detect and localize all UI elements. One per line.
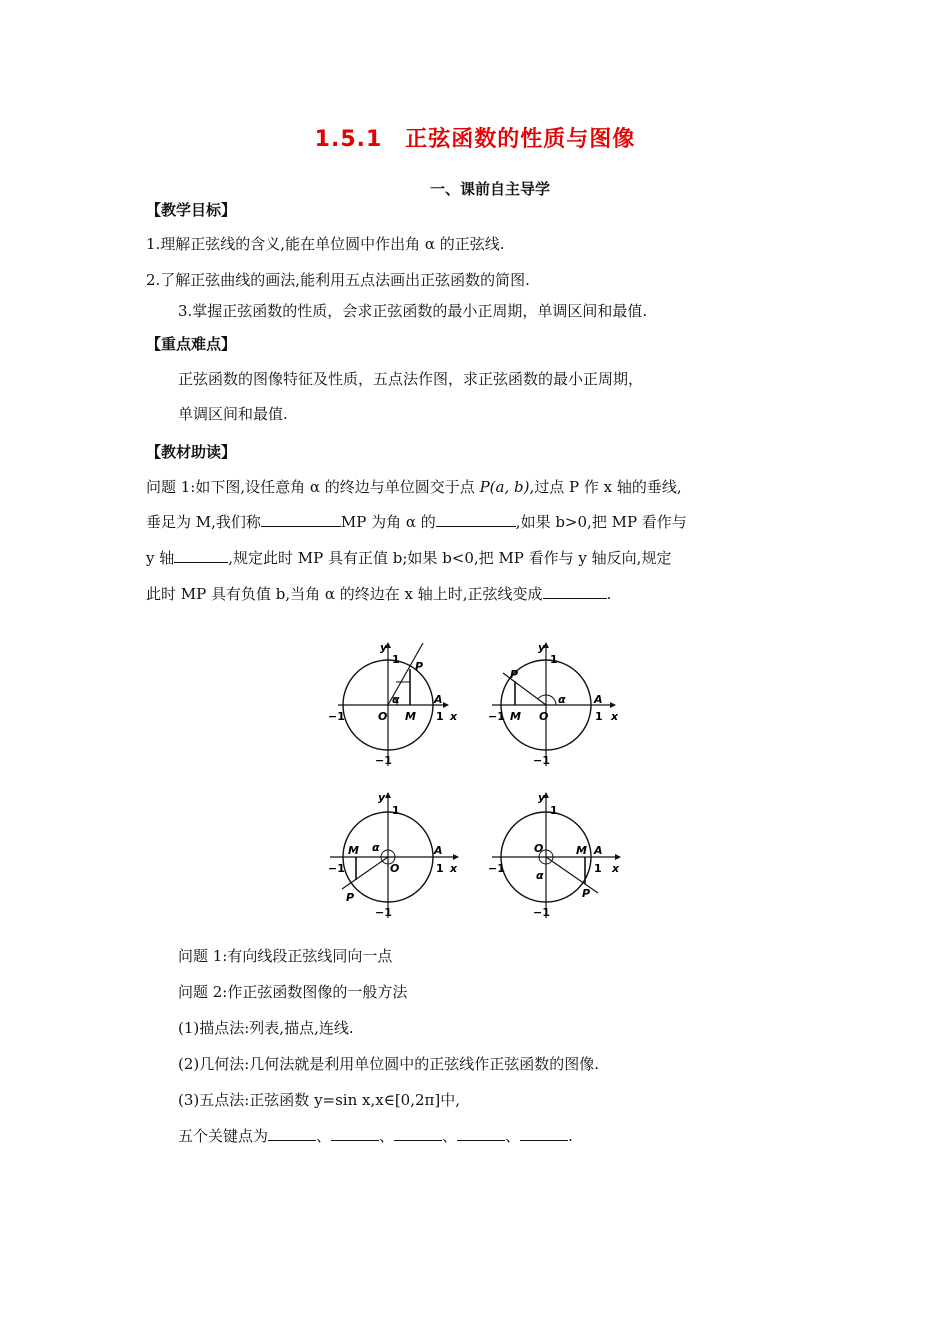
label-A: A (434, 844, 443, 857)
question-2: 问题 2:作正弦函数图像的一般方法 (178, 983, 408, 1001)
label-M: M (510, 710, 521, 723)
angle-arc (538, 695, 556, 705)
q1-l2-b: MP 为角 α 的 (340, 513, 436, 531)
q1-text-c: ,过点 P 作 x 轴的垂线, (529, 478, 682, 496)
goal-1: 1.理解正弦线的含义,能在单位圆中作出角 α 的正弦线. (146, 235, 505, 253)
reading-heading: 【教材助读】 (146, 443, 237, 461)
label-y: y (538, 791, 546, 804)
fill-blank[interactable] (457, 1126, 505, 1141)
fill-blank[interactable] (261, 512, 341, 527)
label-one: 1 (392, 653, 400, 666)
label-P: P (510, 668, 519, 681)
label-one-x: 1 (436, 862, 444, 875)
method-2: (2)几何法:几何法就是利用单位圆中的正弦线作正弦函数的图像. (178, 1055, 600, 1073)
separator: 、 (442, 1127, 458, 1145)
goal-3: 3.掌握正弦函数的性质，会求正弦函数的最小正周期，单调区间和最值. (178, 302, 648, 320)
label-x: x (611, 710, 619, 723)
label-x: x (450, 862, 458, 875)
label-x: x (612, 862, 620, 875)
label-neg-one: −1 (328, 710, 345, 723)
label-one-x: 1 (594, 862, 602, 875)
label-one-x: 1 (436, 710, 444, 723)
q1-l3-b: ,规定此时 MP 具有正值 b;如果 b<0,把 MP 看作与 y 轴反向,规定 (228, 549, 672, 567)
label-neg-one: −1 (488, 710, 505, 723)
doc-title: 1.5.1 正弦函数的性质与图像 (314, 127, 636, 152)
label-O: O (534, 842, 544, 855)
key-1: 正弦函数的图像特征及性质，五点法作图，求正弦函数的最小正周期， (178, 370, 644, 388)
figure-quadrant-3 (328, 791, 458, 919)
label-O: O (378, 710, 388, 723)
q1-l4-a: 此时 MP 具有负值 b,当角 α 的终边在 x 轴上时,正弦线变成 (146, 585, 543, 603)
key-heading: 【重点难点】 (146, 335, 237, 353)
label-y: y (380, 641, 388, 654)
answer-1: 问题 1:有向线段正弦线同向一点 (178, 947, 393, 965)
fill-blank[interactable] (268, 1126, 316, 1141)
question-1-line-1 (146, 477, 682, 497)
five-key-points-label: 五个关键点为 (178, 1127, 269, 1145)
goals-heading: 【教学目标】 (146, 201, 237, 219)
q1-text-a: 问题 1:如下图,设任意角 α 的终边与单位圆交于点 (146, 478, 480, 496)
q1-l2-c: ,如果 b>0,把 MP 看作与 (515, 513, 687, 531)
goal-2: 2.了解正弦曲线的画法,能利用五点法画出正弦函数的简图. (146, 271, 530, 289)
label-A: A (594, 693, 603, 706)
label-one: 1 (392, 804, 400, 817)
label-y: y (378, 791, 386, 804)
method-3: (3)五点法:正弦函数 y=sin x,x∈[0,2π]中, (178, 1091, 461, 1109)
section-subtitle: 一、课前自主导学 (429, 180, 550, 198)
label-x: x (450, 710, 458, 723)
label-neg-one-y: −1 (375, 754, 392, 767)
label-neg-one-y: −1 (533, 754, 550, 767)
period: . (568, 1127, 573, 1145)
label-alpha: α (558, 693, 566, 706)
question-1-line-4 (146, 584, 611, 604)
label-A: A (434, 693, 443, 706)
label-M: M (348, 844, 359, 857)
q1-l2-a: 垂足为 M,我们称 (146, 513, 261, 531)
figure-quadrant-4 (488, 791, 620, 919)
five-key-points (178, 1126, 573, 1146)
label-P: P (582, 887, 591, 900)
q1-point: P(a, b) (479, 478, 530, 496)
q1-l4-b: . (606, 585, 612, 603)
fill-blank[interactable] (331, 1126, 379, 1141)
question-1-line-3 (146, 548, 671, 568)
fill-blank[interactable] (394, 1126, 442, 1141)
method-1: (1)描点法:列表,描点,连线. (178, 1019, 354, 1037)
separator: 、 (379, 1127, 395, 1145)
separator: 、 (505, 1127, 521, 1145)
label-one: 1 (550, 804, 558, 817)
label-alpha: α (372, 841, 380, 854)
label-neg-one: −1 (328, 862, 345, 875)
label-alpha: α (536, 869, 544, 882)
key-2: 单调区间和最值. (178, 405, 288, 423)
label-neg-one-y: −1 (533, 906, 550, 919)
unit-circle-figures (320, 633, 630, 933)
label-neg-one-y: −1 (375, 906, 392, 919)
label-one: 1 (550, 653, 558, 666)
label-P: P (415, 660, 424, 673)
question-1-line-2 (146, 512, 687, 532)
label-A: A (594, 844, 603, 857)
label-M: M (576, 844, 587, 857)
fill-blank[interactable] (543, 584, 607, 599)
figure-quadrant-1 (328, 641, 458, 767)
label-M: M (405, 710, 416, 723)
fill-blank[interactable] (174, 548, 228, 563)
label-alpha: α (392, 693, 400, 706)
label-y: y (538, 641, 546, 654)
label-P: P (346, 891, 355, 904)
label-O: O (539, 710, 549, 723)
figure-quadrant-2 (488, 641, 619, 767)
fill-blank[interactable] (520, 1126, 568, 1141)
label-neg-one: −1 (488, 862, 505, 875)
terminal-side (342, 857, 388, 889)
fill-blank[interactable] (436, 512, 516, 527)
separator: 、 (316, 1127, 332, 1145)
label-one-x: 1 (595, 710, 603, 723)
label-O: O (390, 862, 400, 875)
q1-l3-a: y 轴 (146, 549, 175, 567)
